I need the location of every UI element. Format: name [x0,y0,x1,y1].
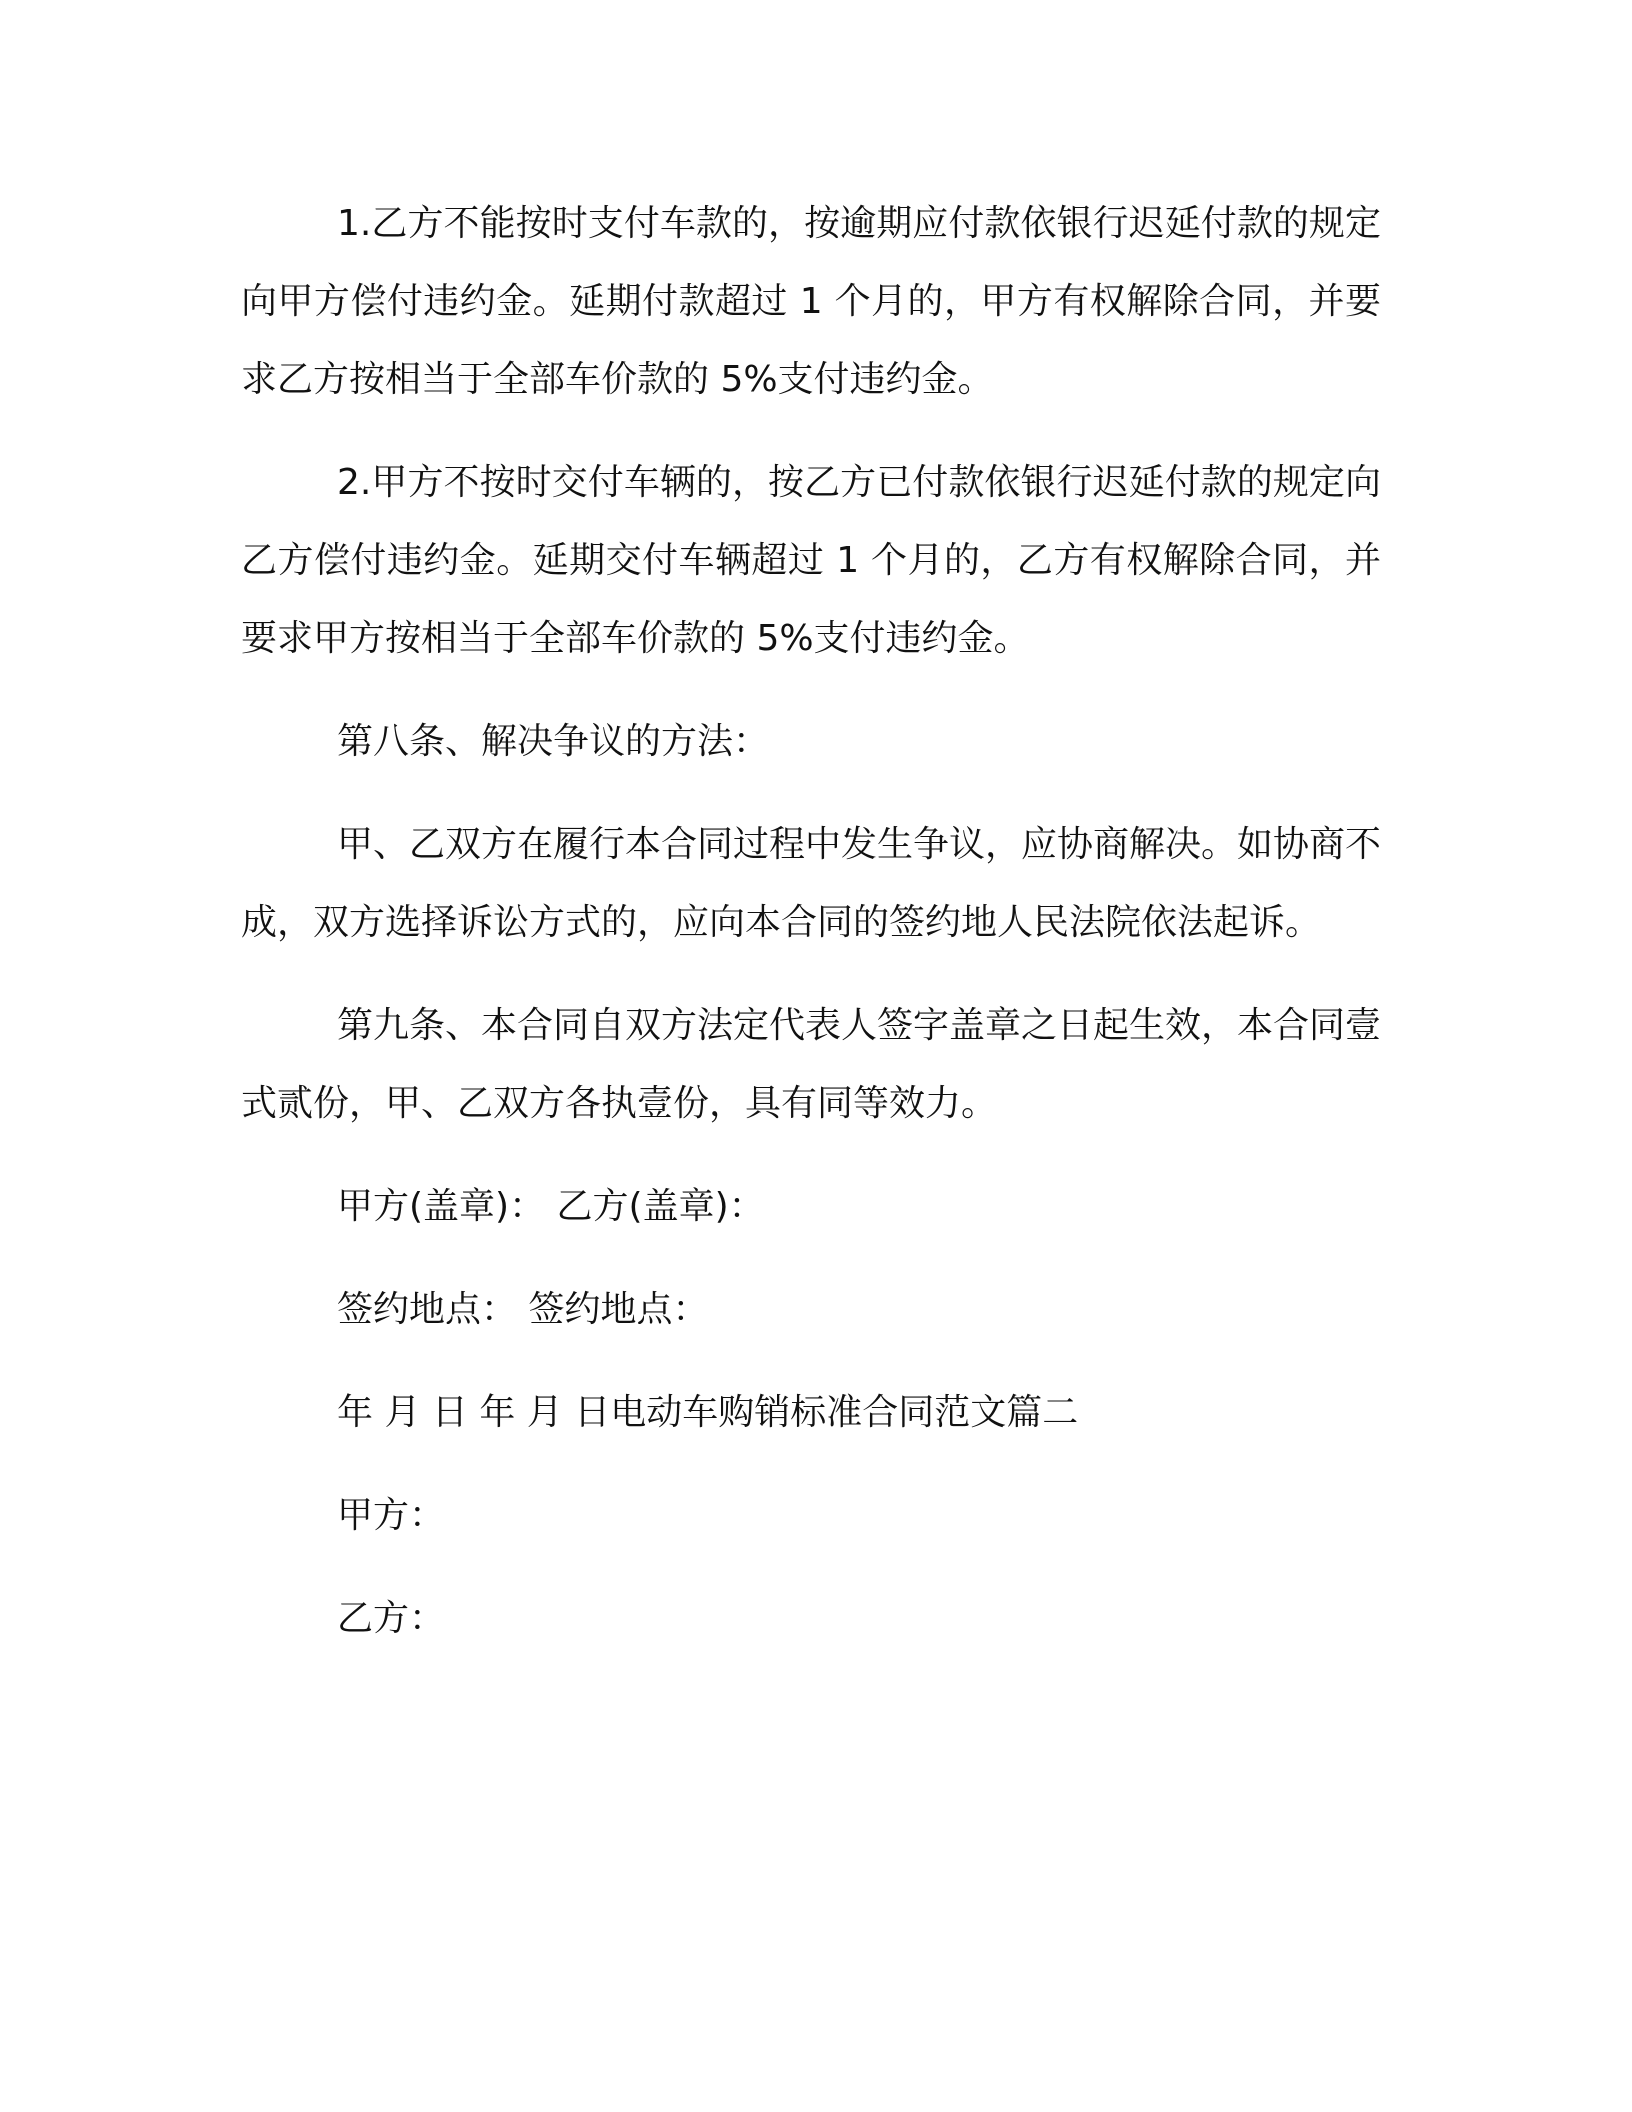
party-b-line: 乙方： [337,1598,446,1639]
party-a-line: 甲方： [337,1495,446,1536]
date-title-line: 年 月 日 年 月 日电动车购销标准合同范文篇二 [337,1392,1079,1433]
seal-line: 甲方(盖章)： 乙方(盖章)： [337,1186,765,1227]
clause-late-delivery: 2.甲方不按时交付车辆的，按乙方已付款依银行迟延付款的规定向乙方偿付违约金。延期交付车辆超过 1 个月的，乙方有权解除合同，并要求甲方按相当于全部车价款的 5%支付违约金。 [241,462,1381,659]
document-body [241,185,1381,1683]
article-nine-text: 第九条、本合同自双方法定代表人签字盖章之日起生效，本合同壹式贰份，甲、乙双方各执壹份，具有同等效力。 [241,1005,1382,1124]
signing-place-line: 签约地点： 签约地点： [337,1289,709,1330]
article-eight-heading: 第八条、解决争议的方法： [337,721,770,762]
dispute-resolution-text: 甲、乙双方在履行本合同过程中发生争议，应协商解决。如协商不成，双方选择诉讼方式的，应向本合同的签约地人民法院依法起诉。 [241,824,1382,943]
clause-late-payment: 1.乙方不能按时支付车款的，按逾期应付款依银行迟延付款的规定向甲方偿付违约金。延期付款超过 1 个月的，甲方有权解除合同，并要求乙方按相当于全部车价款的 5%支付违约金。 [241,203,1381,400]
